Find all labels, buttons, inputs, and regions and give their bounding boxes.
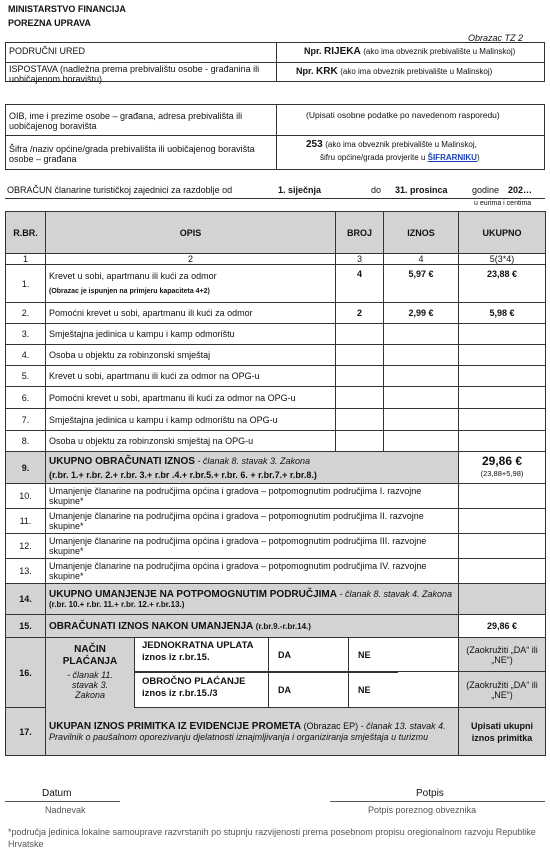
broj-cell[interactable] [336,387,384,409]
installment-payment-ne[interactable]: NE [358,685,371,695]
reduction-row: 12. Umanjenje članarine na područjima općina i gradova – potpomognutim područjima III. razvojne skupine* [6,534,546,559]
form-code: Obrazac TZ 2 [468,33,524,43]
sifra-field[interactable]: 253 (ako ima obveznik prebivalište u Malinskoj, [306,139,477,150]
period-from[interactable]: 1. siječnja [278,185,322,195]
installment-payment-da[interactable]: DA [278,685,291,695]
table-row: 7. Smještajna jedinica u kampu i kamp odmorištu na OPG-u [6,409,546,431]
payment-method-label: NAČIN PLAĆANJA - članak 11. stavak 3. Zakona [46,638,135,708]
period-label: OBRAČUN članarine turističkoj zajednici za razdoblje od [7,185,233,195]
iznos-cell[interactable] [384,387,459,409]
sifrarnik-link[interactable]: ŠIFRARNIKU [427,153,477,162]
table-row: 2. Pomoćni krevet u sobi, apartmanu ili kući za odmor 2 2,99 € 5,98 € [6,303,546,324]
after-reduction-cell[interactable]: 29,86 € [459,615,546,638]
payment-row-installments: OBROČNO PLAĆANJE iznos iz r.br.15./3 DA NE (Zaokružiti „DA“ ili „NE“) [6,672,546,708]
table-header: R.BR. OPIS BROJ IZNOS UKUPNO [6,212,546,254]
iznos-cell[interactable] [384,431,459,452]
iznos-cell[interactable] [384,324,459,345]
iznos-cell[interactable]: 2,99 € [384,303,459,324]
iznos-cell[interactable] [384,345,459,366]
table-row: 6. Pomoćni krevet u sobi, apartmanu ili kući za odmor na OPG-u [6,387,546,409]
total-reduction-row: 14. UKUPNO UMANJENJE NA POTPOMOGNUTIM PODRUČJIMA - članak 8. stavak 4. Zakona (r.br. 10.+ r.br. 11.+ r.br. 12.+ r.br.13.) [6,584,546,615]
ispostava-label: ISPOSTAVA (nadležna prema prebivalištu osobe - građanina ili uobičajenom boravištu) [9,64,260,84]
ukupno-cell[interactable] [459,387,546,409]
potpis-label: Potpis [416,788,444,799]
reduction-row: 11. Umanjenje članarine na područjima općina i gradova – potpomognutim područjima II. razvojne skupine* [6,509,546,534]
ukupno-cell[interactable] [459,409,546,431]
ured-value: RIJEKA [324,46,361,57]
single-payment-ne[interactable]: NE [358,650,371,660]
broj-cell[interactable] [336,431,384,452]
reduction-cell[interactable] [459,559,546,584]
reduction-cell[interactable] [459,484,546,509]
tax-administration-name: POREZNA UPRAVA [8,18,91,28]
example-note: (Obrazac je ispunjen na primjeru kapaciteta 4+2) [49,287,210,295]
period-year[interactable]: 202… [508,185,533,195]
table-row: 8. Osoba u objektu za robinzonski smještaj na OPG-u [6,431,546,452]
payment-row-single: 16. NAČIN PLAĆANJA - članak 11. stavak 3. Zakona JEDNOKRATNA UPLATA iznos iz r.br.15. DA NE (Zaokružiti „DA“ ili „NE“) [6,638,546,672]
column-numbers: 1 2 3 4 5(3*4) [6,254,546,265]
ukupno-cell[interactable] [459,324,546,345]
single-payment-da[interactable]: DA [278,650,291,660]
ukupno-cell[interactable]: 23,88 € [459,265,546,303]
signature-line[interactable] [330,801,545,802]
total-reduction-cell[interactable] [459,584,546,615]
ured-field[interactable]: Npr. RIJEKA (ako ima obveznik prebivalište u Malinskoj) [304,46,516,57]
ispostava-value: KRK [316,66,338,77]
sifra-label: Šifra /naziv općine/grada prebivališta ili uobičajenog boravišta osobe – građana [9,144,255,164]
ukupno-cell[interactable] [459,366,546,387]
oib-label: OIB, ime i prezime osobe – građana, adresa prebivališta ili uobičajenog boravišta [9,111,243,131]
broj-cell[interactable] [336,345,384,366]
ukupno-cell[interactable] [459,431,546,452]
receipts-cell[interactable]: Upisati ukupni iznos primitka [459,708,546,756]
iznos-cell[interactable] [384,366,459,387]
datum-label: Datum [42,788,72,799]
reduction-row: 10. Umanjenje članarine na područjima općina i gradova – potpomognutim područjima I. razvojne skupine* [6,484,546,509]
total-cell[interactable]: 29,86 € (23,88+5,98) [459,452,546,484]
datum-line[interactable] [5,801,120,802]
ukupno-cell[interactable]: 5,98 € [459,303,546,324]
oib-field[interactable]: (Upisati osobne podatke po navedenom rasporedu) [306,110,500,120]
broj-cell[interactable] [336,366,384,387]
circle-note: (Zaokružiti „DA“ ili „NE“) [459,638,546,672]
ured-label: PODRUČNI URED [9,46,86,56]
table-row: 1. Krevet u sobi, apartmanu ili kući za odmor (Obrazac je ispunjen na primjeru kapaciteta 4+2) 4 5,97 € 23,88 € [6,265,546,303]
reduction-row: 13. Umanjenje članarine na područjima općina i gradova – potpomognutim područjima IV. razvojne skupine* [6,559,546,584]
total-row: 9. UKUPNO OBRAČUNATI IZNOS - članak 8. stavak 3. Zakona (r.br. 1.+ r.br. 2.+ r.br. 3.+ r.br .4.+ r.br.5.+ r.br. 6. + r.br.7.+ r.br.8.) 29,86 € (23,88+5,98) [6,452,546,484]
footnote: *područja jedinica lokalne samouprave razvrstanih po stupnju razvijenosti prema posebnom propisu oregionalnom razvoju Republike Hrvatske [8,827,536,849]
period-line: OBRAČUN članarine turističkoj zajednici za razdoblje od 1. siječnja do 31. prosinca godine 202… [5,184,545,199]
office-box [5,42,545,82]
table-row: 3. Smještajna jedinica u kampu i kamp odmorištu [6,324,546,345]
after-reduction-row: 15. OBRAČUNATI IZNOS NAKON UMANJENJA (r.br.9.-r.br.14.) 29,86 € [6,615,546,638]
iznos-cell[interactable] [384,409,459,431]
broj-cell[interactable] [336,324,384,345]
reduction-cell[interactable] [459,509,546,534]
period-to[interactable]: 31. prosinca [395,185,448,195]
potpis-sub-label: Potpis poreznog obveznika [368,805,477,815]
broj-cell[interactable] [336,409,384,431]
circle-note: (Zaokružiti „DA“ ili „NE“) [459,672,546,708]
sifra-value: 253 [306,139,323,150]
ispostava-field[interactable]: Npr. KRK (ako ima obveznik prebivalište u Malinskoj) [296,66,493,77]
nadnevak-label: Nadnevak [45,805,86,815]
ministry-name: MINISTARSTVO FINANCIJA [8,4,126,14]
calculation-table [5,211,546,756]
broj-cell[interactable]: 2 [336,303,384,324]
reduction-cell[interactable] [459,534,546,559]
iznos-cell[interactable]: 5,97 € [384,265,459,303]
table-row: 4. Osoba u objektu za robinzonski smještaj [6,345,546,366]
person-box: OIB, ime i prezime osobe – građana, adresa prebivališta ili uobičajenog boravišta (Upisati osobne podatke po navedenom rasporedu) Šifra /naziv općine/grada prebivališta ili uobičajenog boravišta osobe – građana 253 (ako ima obveznik prebivalište u Malinskoj, šifru općine/grada provjerite u ŠIFRARNIKU) [5,104,545,170]
ukupno-cell[interactable] [459,345,546,366]
table-row: 5. Krevet u sobi, apartmanu ili kući za odmor na OPG-u [6,366,546,387]
broj-cell[interactable]: 4 [336,265,384,303]
receipts-row: 17. UKUPAN IZNOS PRIMITKA IZ EVIDENCIJE PROMETA (Obrazac EP) - članak 13. stavak 4. Pravilnik o paušalnom oporezivanju djelatnosti iznajmljivanja i organiziranja smještaja u turizmu Upisati ukupni iznos primitka [6,708,546,756]
currency-note: u eurima i centima [474,200,532,207]
